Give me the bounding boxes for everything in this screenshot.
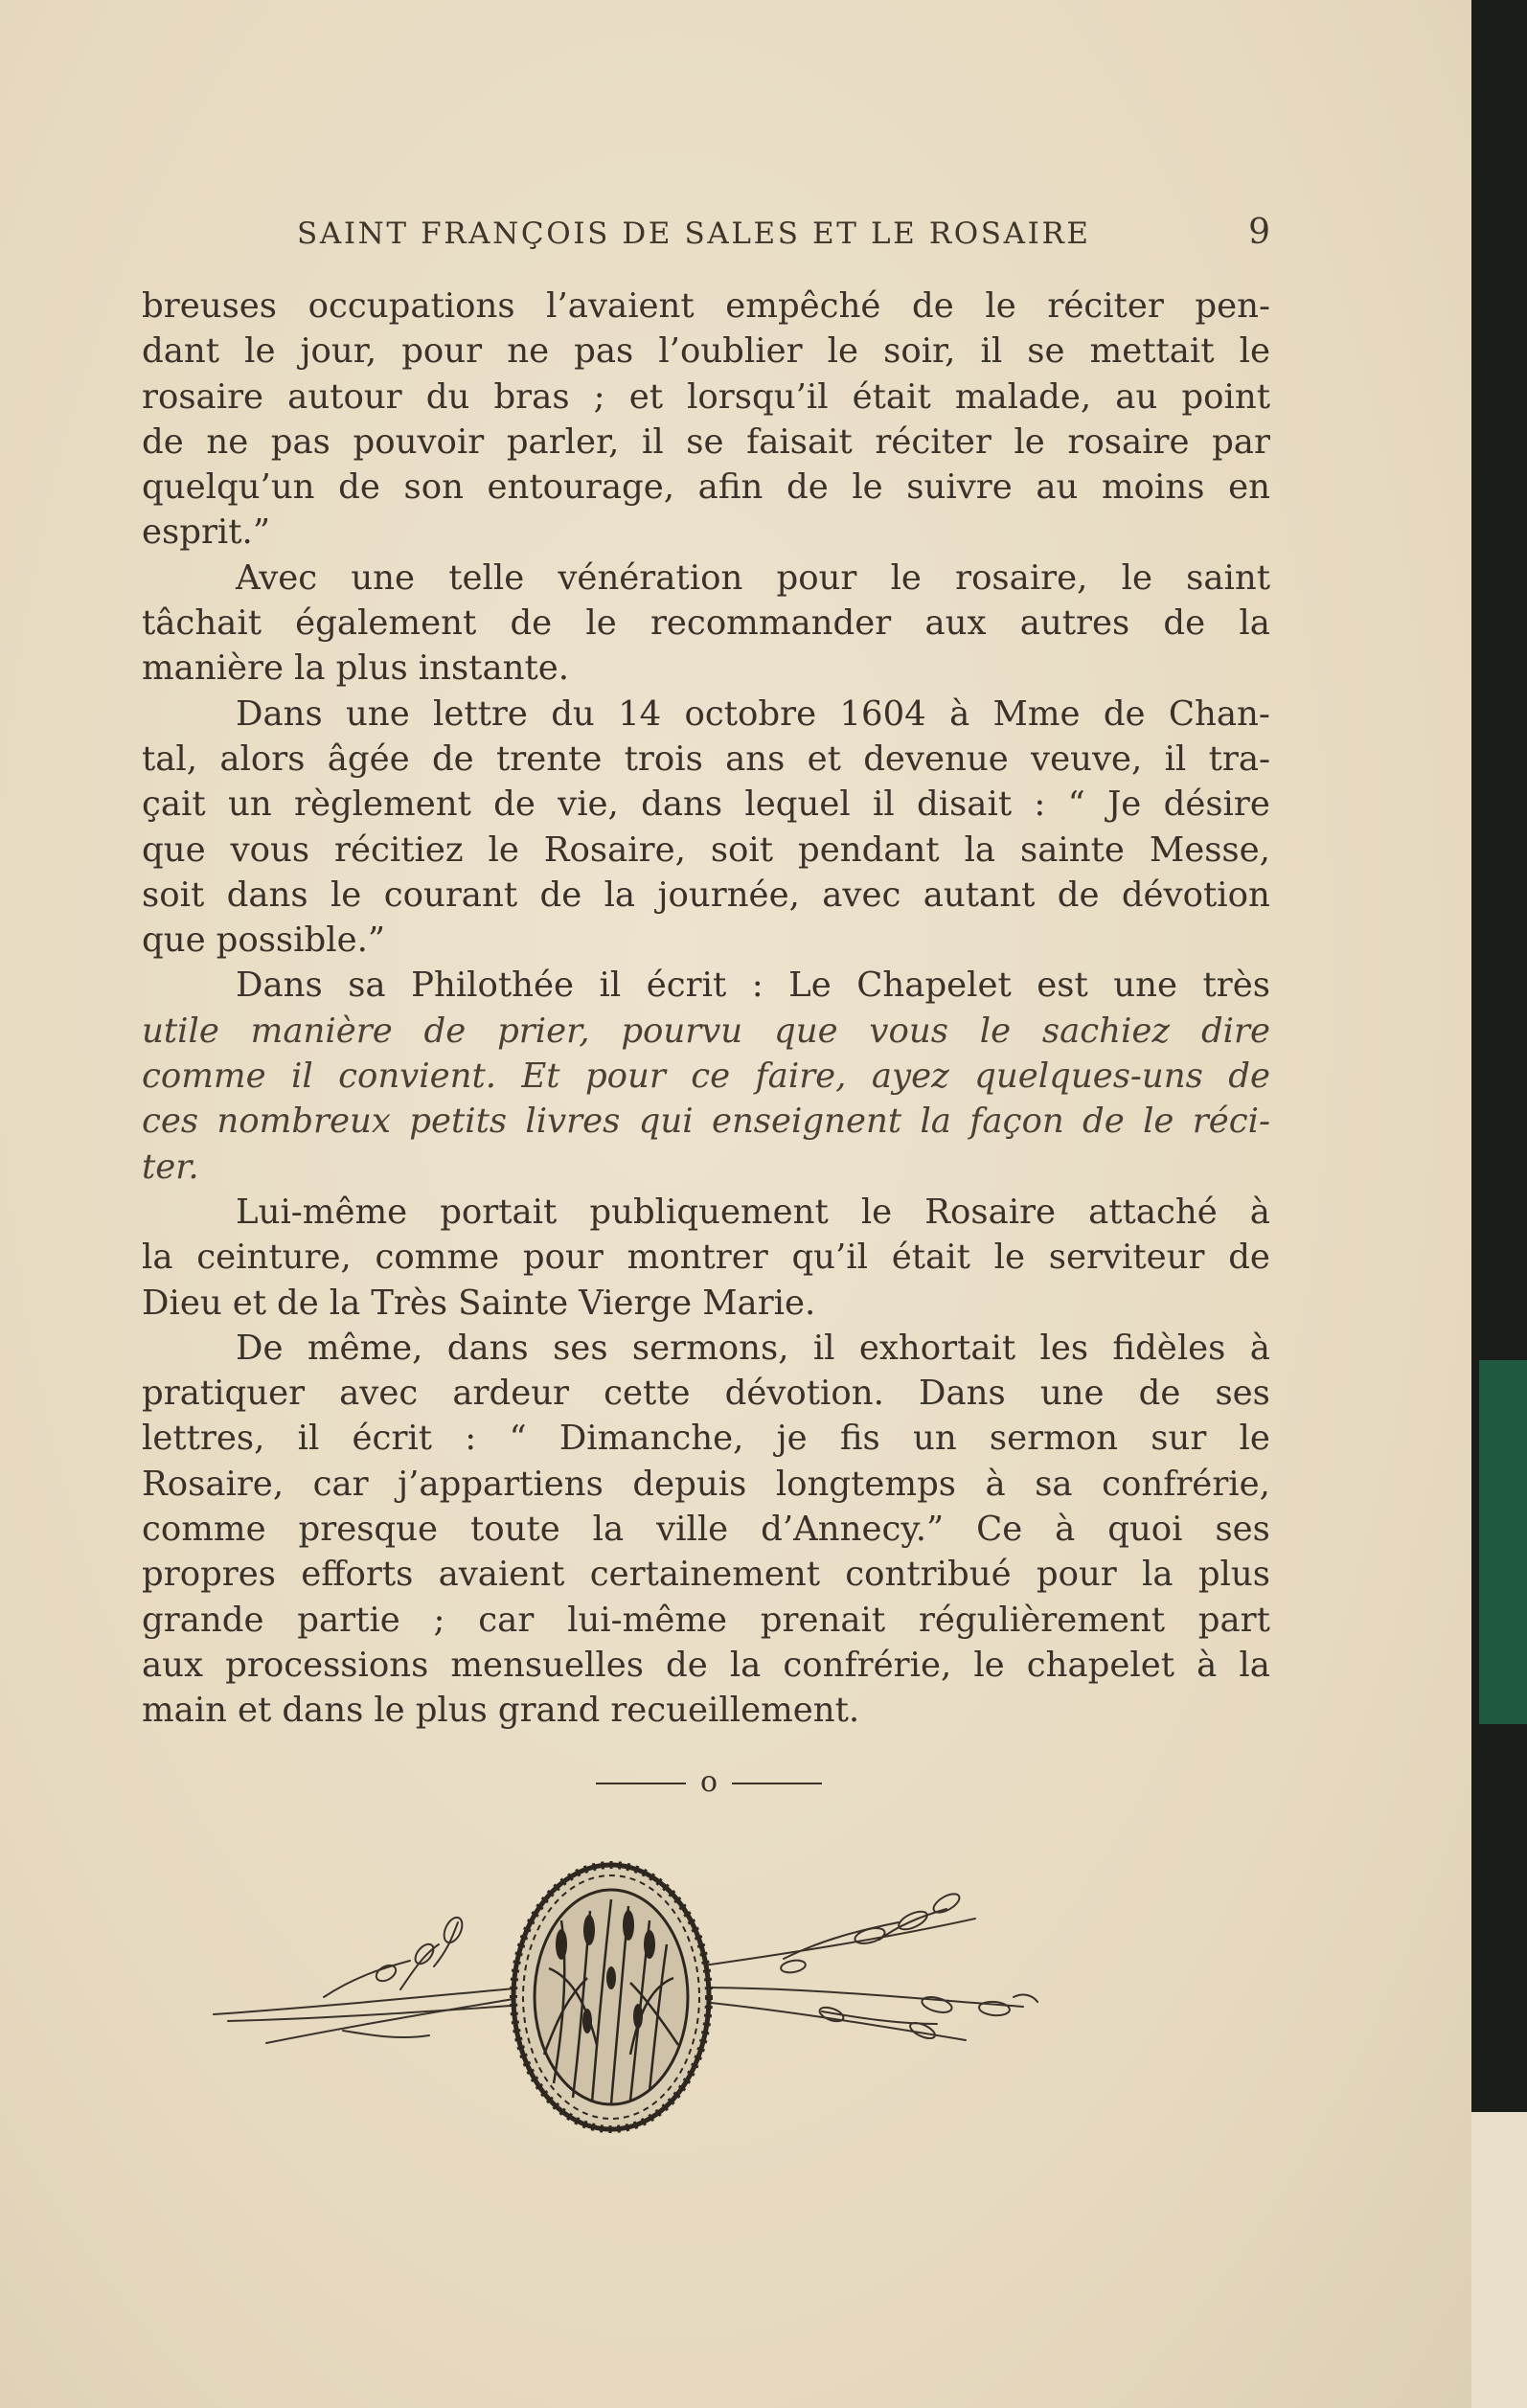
page-number: 9: [1248, 213, 1270, 252]
text-line: manière la plus instante.: [142, 648, 570, 689]
text-line: lettres, il écrit : “ Dimanche, je fis un sermon sur le: [142, 1419, 1270, 1459]
text-line: tal, alors âgée de trente trois ans et devenue veuve, il tra-: [142, 738, 1270, 779]
book-spine: [1471, 0, 1527, 2112]
text-line: rosaire autour du bras ; et lorsqu’il était malade, au point: [142, 376, 1270, 417]
text-line: utile manière de prier, pourvu que vous le sachiez dire: [142, 1011, 1270, 1051]
body-text: [142, 284, 1270, 1734]
text-line: breuses occupations l’avaient empêché de le réciter pen-: [142, 286, 1270, 326]
text-line: Dans une lettre du 14 octobre 1604 à Mme de Chan-: [236, 693, 1270, 734]
text-line: ces nombreux petits livres qui enseignent la façon de le réci-: [142, 1102, 1270, 1142]
running-head: [142, 213, 1270, 259]
text-line: pratiquer avec ardeur cette dévotion. Dans une de ses: [142, 1374, 1270, 1414]
text-line: Rosaire, car j’appartiens depuis longtemps à sa confrérie,: [142, 1464, 1270, 1504]
text-line: Lui-même portait publiquement le Rosaire attaché à: [236, 1192, 1270, 1232]
text-line: dant le jour, pour ne pas l’oublier le soir, il se mettait le: [142, 331, 1270, 372]
text-line: De même, dans ses sermons, il exhortait les fidèles à: [236, 1328, 1270, 1368]
text-line: que possible.”: [142, 920, 386, 961]
text-line: ter.: [142, 1147, 199, 1187]
text-line: de ne pas pouvoir parler, il se faisait réciter le rosaire par: [142, 421, 1270, 462]
text-line: main et dans le plus grand recueillement.: [142, 1691, 860, 1731]
text-line: propres efforts avaient certainement contribué pour la plus: [142, 1555, 1270, 1595]
text-line: grande partie ; car lui-même prenait régulièrement part: [142, 1600, 1270, 1640]
text-line: la ceinture, comme pour montrer qu’il était le serviteur de: [142, 1238, 1270, 1278]
text-line: que vous récitiez le Rosaire, soit pendant la sainte Messe,: [142, 829, 1270, 870]
text-line: çait un règlement de vie, dans lequel il disait : “ Je désire: [142, 784, 1270, 825]
divider-mark: o: [699, 1765, 718, 1799]
floral-medallion-with-branches-icon: [209, 1853, 1215, 2141]
text-line: comme presque toute la ville d’Annecy.” Ce à quoi ses: [142, 1510, 1270, 1550]
book-spine-green-band: [1479, 1360, 1527, 1724]
book-spine-edge: [1471, 2112, 1527, 2408]
text-line: soit dans le courant de la journée, avec autant de dévotion: [142, 875, 1270, 915]
section-divider: [594, 1764, 824, 1803]
text-line: Avec une telle vénération pour le rosaire, le saint: [236, 557, 1270, 598]
running-title: SAINT FRANÇOIS DE SALES ET LE ROSAIRE: [297, 216, 1091, 251]
text-line: comme il convient. Et pour ce faire, ayez quelques-uns de: [142, 1056, 1270, 1097]
text-line: Dans sa Philothée il écrit : Le Chapelet est une très: [236, 965, 1270, 1006]
text-line: tâchait également de le recommander aux autres de la: [142, 603, 1270, 644]
text-line: quelqu’un de son entourage, afin de le suivre au moins en: [142, 467, 1270, 508]
text-line: esprit.”: [142, 512, 270, 553]
text-line: Dieu et de la Très Sainte Vierge Marie.: [142, 1283, 816, 1323]
text-line: aux processions mensuelles de la confrérie, le chapelet à la: [142, 1645, 1270, 1685]
